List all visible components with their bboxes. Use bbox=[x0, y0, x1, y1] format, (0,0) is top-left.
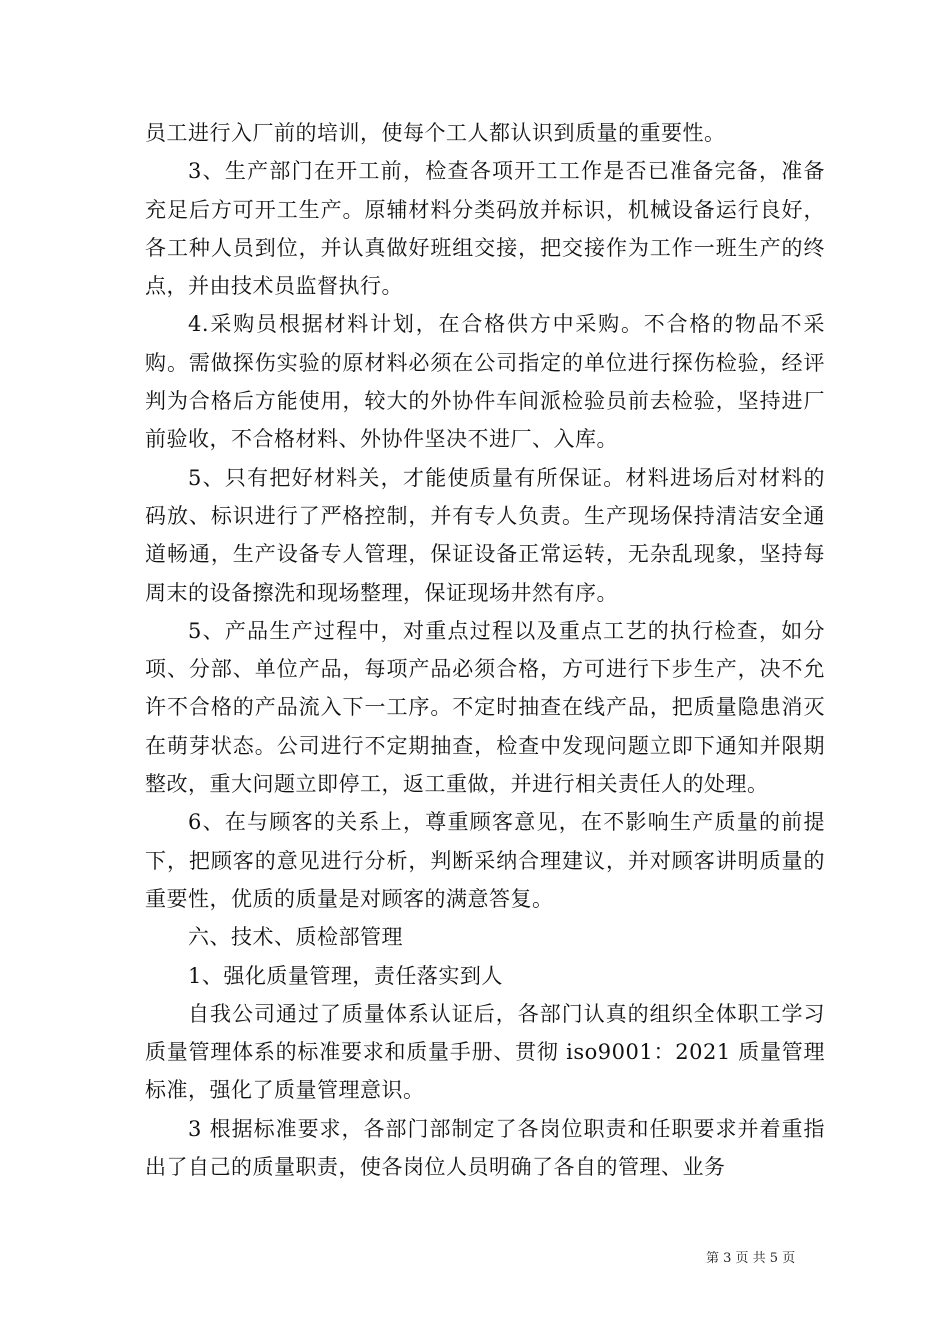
paragraph-6: 6、在与顾客的关系上，尊重顾客意见，在不影响生产质量的前提下，把顾客的意见进行分析，判断采纳合理建议，并对顾客讲明质量的重要性，优质的质量是对顾客的满意答复。 bbox=[145, 810, 825, 911]
paragraph-8: 3 根据标准要求，各部门部制定了各岗位职责和任职要求并着重指出了自己的质量职责，使各岗位人员明确了各自的管理、业务 bbox=[145, 1116, 825, 1180]
section-heading: 六、技术、质检部管理 bbox=[188, 925, 404, 950]
paragraph-3: 4.采购员根据材料计划，在合格供方中采购。不合格的物品不采购。需做探伤实验的原材料必须在公司指定的单位进行探伤检验，经评判为合格后方能使用，较大的外协件车间派检验员前去检验，坚持进厂前验收，不合格材料、外协件坚决不进厂、入库。 bbox=[145, 312, 825, 452]
paragraph-1: 员工进行入厂前的培训，使每个工人都认识到质量的重要性。 bbox=[145, 121, 726, 145]
paragraph-4: 5、只有把好材料关，才能使质量有所保证。材料进场后对材料的码放、标识进行了严格控制，并有专人负责。生产现场保持清洁安全通道畅通，生产设备专人管理，保证设备正常运转，无杂乱现象，坚持每周末的设备擦洗和现场整理，保证现场井然有序。 bbox=[145, 465, 825, 605]
page-number: 第 3 页 共 5 页 bbox=[706, 1251, 796, 1266]
document-body bbox=[145, 114, 825, 1186]
paragraph-7: 自我公司通过了质量体系认证后，各部门认真的组织全体职工学习质量管理体系的标准要求和质量手册、贯彻 iso9001：2021 质量管理标准，强化了质量管理意识。 bbox=[145, 1001, 825, 1103]
paragraph-5: 5、产品生产过程中，对重点过程以及重点工艺的执行检查，如分项、分部、单位产品，每项产品必须合格，方可进行下步生产，决不允许不合格的产品流入下一工序。不定时抽查在线产品，把质量隐患消灭在萌芽状态。公司进行不定期抽查，检查中发现问题立即下通知并限期整改，重大问题立即停工，返工重做，并进行相关责任人的处理。 bbox=[145, 618, 825, 797]
subsection-heading: 1、强化质量管理，责任落实到人 bbox=[188, 963, 503, 988]
paragraph-2: 3、生产部门在开工前，检查各项开工工作是否已准备完备，准备充足后方可开工生产。原辅材料分类码放并标识，机械设备运行良好，各工种人员到位，并认真做好班组交接，把交接作为工作一班生产的终点，并由技术员监督执行。 bbox=[145, 159, 825, 299]
